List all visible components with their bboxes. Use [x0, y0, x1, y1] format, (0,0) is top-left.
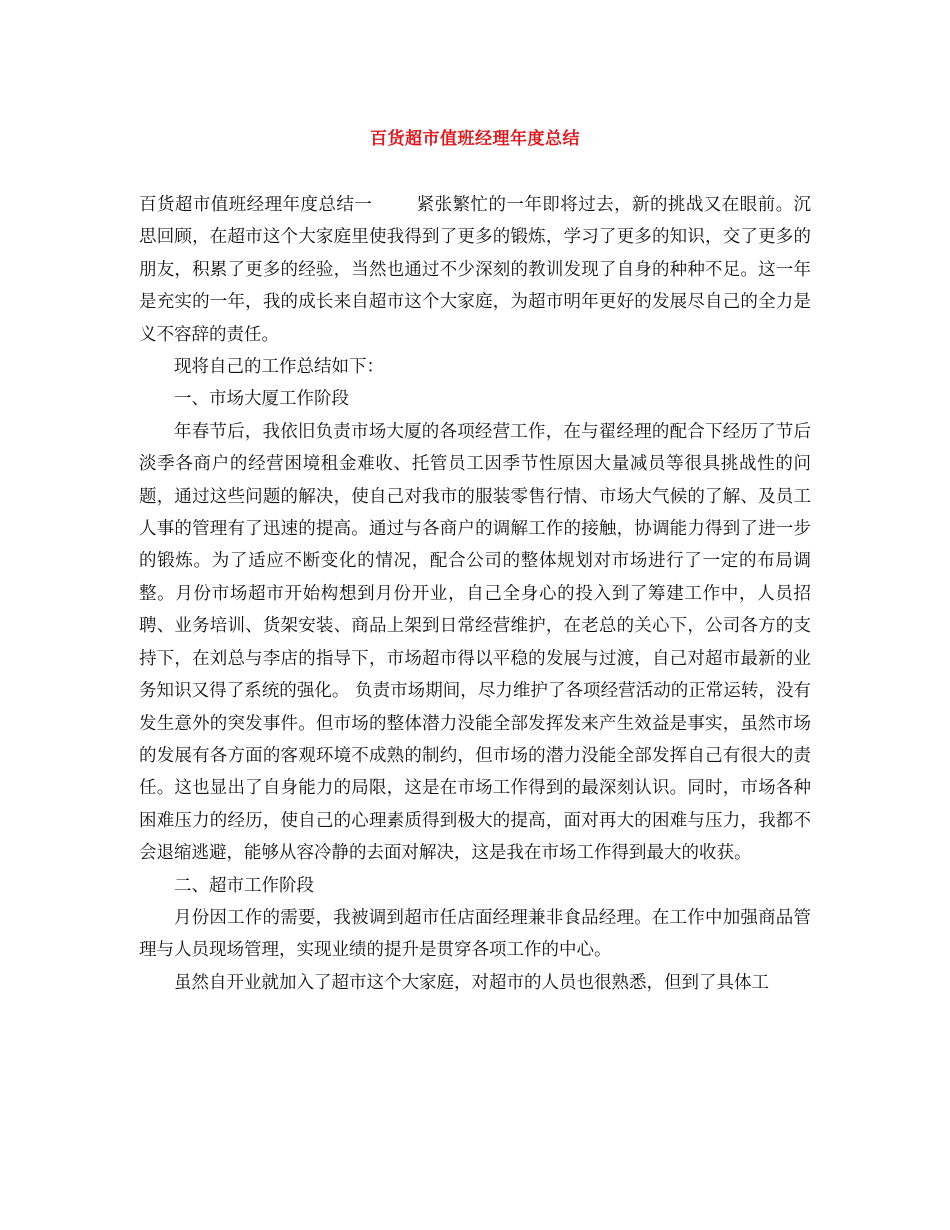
continuation-paragraph: 虽然自开业就加入了超市这个大家庭，对超市的人员也很熟悉，但到了具体工 [174, 972, 769, 993]
summary-intro-paragraph: 现将自己的工作总结如下： [174, 357, 384, 378]
intro-paragraph [139, 189, 811, 351]
document-body [139, 189, 811, 999]
intro-text: 紧张繁忙的一年即将过去，新的挑战又在眼前。沉思回顾，在超市这个大家庭里使我得到了更多的锻炼，学习了更多的知识，交了更多的朋友，积累了更多的经验，当然也通过不少深刻的教训发现了自身的种种不足。这一年是充实的一年，我的成长来自超市这个大家庭，为超市明年更好的发展尽自己的全力是义不容辞的责任。 [139, 195, 812, 345]
market-paragraph: 年春节后，我依旧负责市场大厦的各项经营工作，在与翟经理的配合下经历了节后淡季各商户的经营困境租金难收、托管员工因季节性原因大量减员等很具挑战性的问题，通过这些问题的解决，使自己对我市的服装零售行情、市场大气候的了解、及员工人事的管理有了迅速的提高。通过与各商户的调解工作的接触，协调能力得到了进一步的锻炼。为了适应不断变化的情况，配合公司的整体规划对市场进行了一定的布局调整。月份市场超市开始构想到月份开业，自己全身心的投入到了筹建工作中，人员招聘、业务培训、货架安装、商品上架到日常经营维护，在老总的关心下，公司各方的支持下，在刘总与李店的指导下，市场超市得以平稳的发展与过渡，自己对超市最新的业务知识又得了系统的强化。 负责市场期间，尽力维护了各项经营活动的正常运转，没有发生意外的突发事件。但市场的整体潜力没能全部发挥发来产生效益是事实，虽然市场的发展有各方面的客观环境不成熟的制约，但市场的潜力没能全部发挥自己有很大的责任。这也显出了自身能力的局限，这是在市场工作得到的最深刻认识。同时，市场各种困难压力的经历，使自己的心理素质得到极大的提高，面对再大的困难与压力，我都不会退缩逃避，能够从容冷静的去面对解决，这是我在市场工作得到最大的收获。 [139, 421, 811, 864]
document-title: 百货超市值班经理年度总结 [370, 129, 580, 149]
section-heading-supermarket: 二、超市工作阶段 [174, 875, 314, 896]
intro-lead: 百货超市值班经理年度总结一 [139, 195, 373, 215]
supermarket-paragraph: 月份因工作的需要，我被调到超市任店面经理兼非食品经理。在工作中加强商品管理与人员现场管理，实现业绩的提升是贯穿各项工作的中心。 [139, 907, 811, 961]
section-heading-market: 一、市场大厦工作阶段 [174, 389, 349, 410]
